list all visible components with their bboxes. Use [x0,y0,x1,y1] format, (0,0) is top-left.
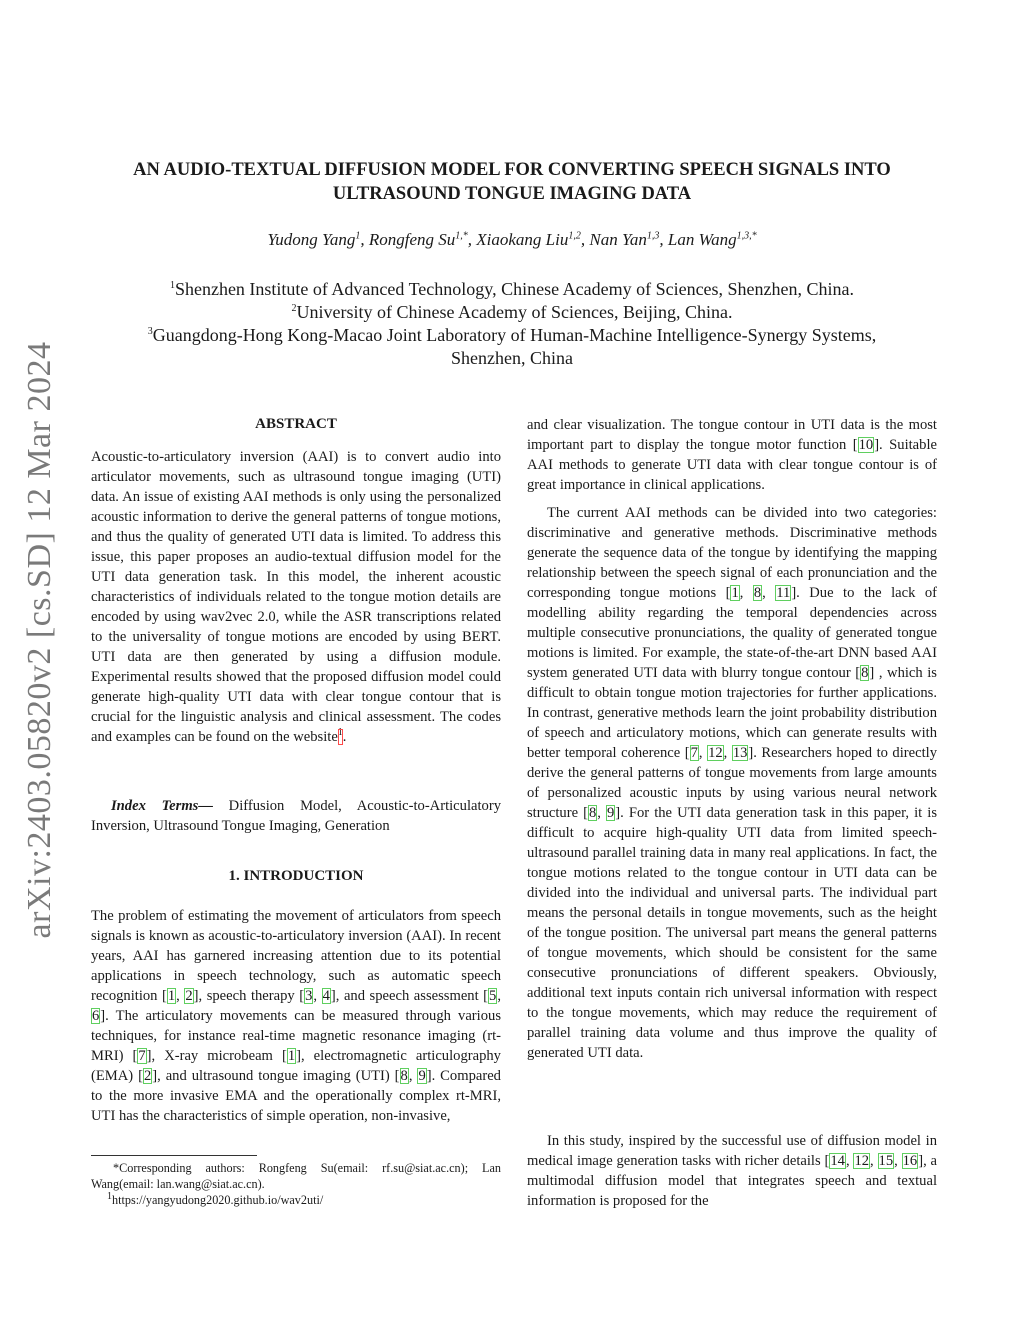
citation-link[interactable]: 2 [185,988,193,1004]
citation-link[interactable]: 15 [878,1153,894,1169]
abstract-text: Acoustic-to-articulatory inversion (AAI) is to convert audio into articulator movements, such as ultrasound tongue imaging (UTI) data. An issue of existing AAI methods is only using the personalized acoustic information to derive the general patterns of tongue motions, and thus the quality of generated UTI data is limited. To address this issue, this paper proposes an audio-textual diffusion model for the UTI data generation task. In this model, the inherent acoustic characteristics of individuals related to the tongue motion details are encoded by using wav2vec 2.0, while the ASR transcriptions related to the universality of tongue motions are encoded by using BERT. UTI data are then generated by using a diffusion module. Experimental results showed that the proposed diffusion model could generate high-quality UTI data with clear tongue contour that is crucial for the linguistic analysis and clinical assessment. The codes and examples can be found on the website [91,449,501,745]
citation-link[interactable]: 1 [167,988,176,1004]
paper-title [80,158,944,206]
right-paragraph-2: The current AAI methods can be divided into two categories: discriminative and generative methods. Discriminative methods generate the sequence data of the tongue by identifying the mapping relationship between the speech signal of each pronunciation and the corresponding tongue motions [1, 8, 11]. Due to the lack of modelling ability regarding the temporal dependencies across multiple consecutive pronunciations, the quality of generated tongue motions is limited. For example, the state-of-the-art DNN based AAI system generated UTI data with blurry tongue contour [8] , which is difficult to obtain tongue motion trajectories for further applications. In contrast, generative methods learn the joint probability distribution of speech and articulatory motions, which can generate results with better temporal coherence [7, 12, 13]. Researchers hoped to directly derive the general patterns of tongue movements from large amounts of personalized acoustic inputs by using various neural network structure [8, 9]. For the UTI data generation task in this paper, it is difficult to acquire high-quality UTI data from limited speech-ultrasound parallel training data in many real applications. In fact, the tongue motions related to the tongue contour in UTI data can be divided into the individual and universal parts. The individual part means the personal details in tongue movements, such as the height of the tongue position. The universal part means the general patterns of tongue movements, which should be consistent for the same consecutive pronunciations of different speakers. Obviously, additional text inputs contain rich universal information with respect to the tongue movements, which may reduce the requirement of parallel training data volume and thus improve the quality of generated UTI data. [527,505,938,1061]
footnotes [91,1160,501,1208]
index-terms-label: Index Terms— [111,798,213,814]
citation-link[interactable]: 6 [92,1008,100,1024]
citation-link[interactable]: 8 [588,805,597,821]
citation-link[interactable]: 8 [753,585,762,601]
arxiv-sidebar [0,330,80,950]
title-line-1: AN AUDIO-TEXTUAL DIFFUSION MODEL FOR CONVERTING SPEECH SIGNALS INTO [133,160,891,180]
footnote-link[interactable]: https://yangyudong2020.github.io/wav2uti/ [112,1193,324,1207]
citation-link[interactable]: 3 [305,988,313,1004]
author: Yudong Yang [267,230,356,249]
introduction-heading: 1. INTRODUCTION [228,868,364,884]
index-terms [91,796,501,836]
footnote-url: $^1$https://yangyudong2020.github.io/wav2uti/ [107,1190,324,1207]
right-paragraph-3: In this study, inspired by the successful use of diffusion model in medical image generation tasks with richer details [14, 12, 15, 16], a multimodal diffusion model that integrates speech and textual information is proposed for the [527,1133,938,1209]
footnote-ref-link[interactable]: 1 [338,729,343,745]
citation-link[interactable]: 9 [607,805,615,821]
title-line-2: ULTRASOUND TONGUE IMAGING DATA [332,184,692,204]
affiliations [80,278,944,370]
author-list: Yudong Yang$^1$, Rongfeng $Su^{1,*}$, Xiaokang Liu$^{1,2}$, Nan Yan$^{1,3}$, Lan Wang$^{1,3,*}$ [267,230,757,249]
citation-link[interactable]: 10 [858,437,874,453]
citation-link[interactable]: 8 [400,1068,408,1084]
author: Xiaokang Liu [476,230,569,249]
citation-link[interactable]: 1 [731,585,739,601]
footnote-corresponding: *Corresponding authors: Rongfeng Su(email: rf.su@siat.ac.cn); Lan Wang(email: lan.wang@siat.ac.cn). [91,1161,501,1191]
author-affil-sup: 1,2 [568,230,581,242]
citation-link[interactable]: 12 [708,745,723,761]
citation-link[interactable]: 13 [732,745,748,761]
citation-link[interactable]: 2 [143,1068,152,1084]
arxiv-identifier[interactable]: arXiv:2403.05820v2 [cs.SD] 12 Mar 2024 [21,341,58,939]
index-terms-text: Diffusion Model, Acoustic-to-Articulatory Inversion, Ultrasound Tongue Imaging, Generation [91,798,501,834]
author-affil-sup: 1,3,* [736,230,757,242]
author: Lan Wang [667,230,737,249]
citation-link[interactable]: 7 [138,1048,146,1064]
affiliation-line: $^1$Shenzhen Institute of Advanced Technology, Chinese Academy of Sciences, Shenzhen, China. [169,279,855,299]
abstract-body: Acoustic-to-articulatory inversion (AAI) is to convert audio into articulator movements, such as ultrasound tongue imaging (UTI) data. An issue of existing AAI methods is only using the personalized acoustic information to derive the general patterns of tongue motions, and thus the quality of generated UTI data is limited. To address this issue, this paper proposes an audio-textual diffusion model for the UTI data generation task. In this model, the inherent acoustic characteristics of individuals related to the tongue motion details are encoded by using wav2vec 2.0, while the ASR transcriptions related to the universality of tongue motions are encoded by using BERT. UTI data are then generated by using a diffusion module. Experimental results showed that the proposed diffusion model could generate high-quality UTI data with clear tongue contour that is crucial for the linguistic analysis and clinical assessment. The codes and examples can be found on the website$^1$. [91,449,501,745]
intro-paragraph: The problem of estimating the movement of articulators from speech signals is known as acoustic-to-articulatory inversion (AAI). In recent years, AAI has garnered increasing attention due to its potential applications in speech technology, such as automatic speech recognition [1, 2], speech therapy [3, 4], and speech assessment [5, 6]. The articulatory movements can be measured through various techniques, for instance real-time magnetic resonance imaging (rt-MRI) [7], X-ray microbeam [1], electromagnetic articulography (EMA) [2], and ultrasound tongue imaging (UTI) [8, 9]. Compared to the more invasive EMA and the operationally complex rt-MRI, UTI has the characteristics of simple operation, non-invasive, [91,908,501,1124]
citation-link[interactable]: 5 [489,988,497,1004]
right-paragraph-1: and clear visualization. The tongue contour in UTI data is the most important part to display the tongue motor function [10]. Suitable AAI methods to generate UTI data with clear tongue contour is of great importance in clinical applications. [527,417,937,493]
citation-link[interactable]: 12 [854,1153,870,1169]
citation-link[interactable]: 14 [830,1153,845,1169]
author-affil-sup: 1,* [455,230,468,242]
citation-link[interactable]: 11 [776,585,791,601]
abstract-heading: ABSTRACT [255,416,337,432]
affiliation-line: $^2$University of Chinese Academy of Sciences, Beijing, China. [291,302,733,322]
citation-link[interactable]: 16 [902,1153,918,1169]
citation-link[interactable]: 9 [418,1068,426,1084]
footnote-divider [91,1155,257,1156]
citation-link[interactable]: 7 [690,745,698,761]
affiliation-line: Shenzhen, China [451,348,573,368]
author: Rongfeng Su [368,230,456,249]
author-affil-sup: 1 [355,230,361,242]
affiliation-line: $^3$Guangdong-Hong Kong-Macao Joint Laboratory of Human-Machine Intelligence-Synergy Systems, [147,325,877,345]
citation-link[interactable]: 1 [287,1048,296,1064]
citation-link[interactable]: 4 [322,988,330,1004]
author-affil-sup: 1,3 [646,230,660,242]
author: Nan Yan [589,230,647,249]
citation-link[interactable]: 8 [861,665,869,681]
